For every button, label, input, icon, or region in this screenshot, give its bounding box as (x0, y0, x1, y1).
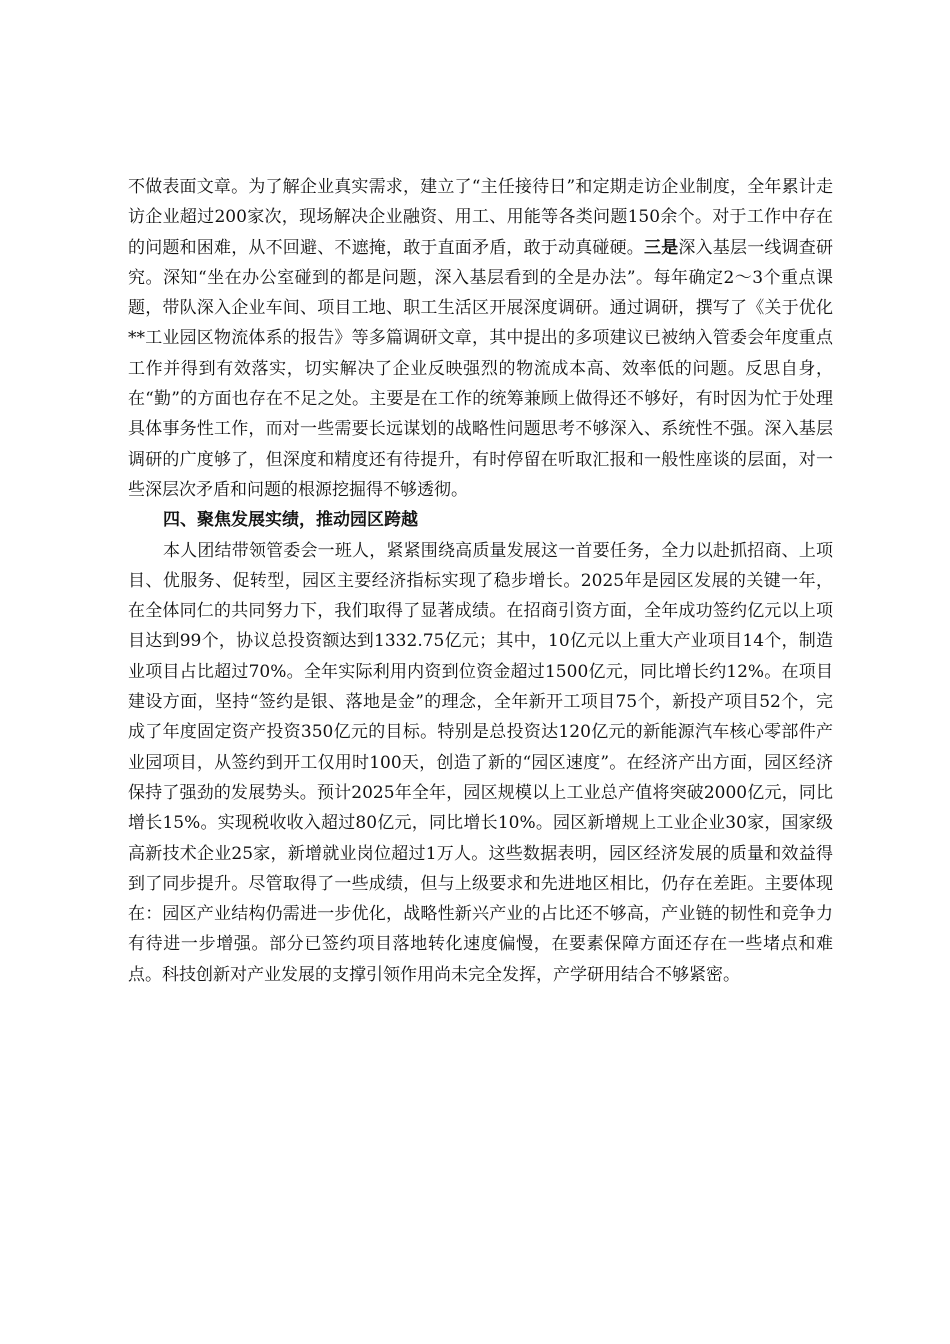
body-paragraph-continued (128, 172, 833, 505)
emphasis-label: 三是 (644, 237, 679, 258)
body-paragraph-section: 本人团结带领管委会一班人，紧紧围绕高质量发展这一首要任务，全力以赴抓招商、上项目、优服务、促转型，园区主要经济指标实现了稳步增长。2025年是园区发展的关键一年，在全体同仁的共同努力下，我们取得了显著成绩。在招商引资方面，全年成功签约亿元以上项目达到99个，协议总投资额达到1332.75亿元；其中，10亿元以上重大产业项目14个，制造业项目占比超过70%。全年实际利用内资到位资金超过1500亿元，同比增长约12%。在项目建设方面，坚持“签约是银、落地是金”的理念，全年新开工项目75个，新投产项目52个，完成了年度固定资产投资350亿元的目标。特别是总投资达120亿元的新能源汽车核心零部件产业园项目，从签约到开工仅用时100天，创造了新的“园区速度”。在经济产出方面，园区经济保持了强劲的发展势头。预计2025年全年，园区规模以上工业总产值将突破2000亿元，同比增长15%。实现税收收入超过80亿元，同比增长10%。园区新增规上工业企业30家，国家级高新技术企业25家，新增就业岗位超过1万人。这些数据表明，园区经济发展的质量和效益得到了同步提升。尽管取得了一些成绩，但与上级要求和先进地区相比，仍存在差距。主要体现在：园区产业结构仍需进一步优化，战略性新兴产业的占比还不够高，产业链的韧性和竞争力有待进一步增强。部分已签约项目落地转化速度偏慢，在要素保障方面还存在一些堵点和难点。科技创新对产业发展的支撑引领作用尚未完全发挥，产学研用结合不够紧密。 (128, 540, 833, 985)
paragraph-text-part1: 不做表面文章。为了解企业真实需求，建立了“主任接待日”和定期走访企业制度，全年累计走访企业超过200家次，现场解决企业融资、用工、用能等各类问题150余个。对于工作中存在的问题和困难，从不回避、不遮掩，敢于直面矛盾，敢于动真碰硬。 (128, 177, 833, 258)
document-page (128, 172, 833, 990)
section-heading: 四、聚焦发展实绩，推动园区跨越 (163, 510, 418, 531)
paragraph-text-part2: 深入基层一线调查研究。深知“坐在办公室碰到的都是问题，深入基层看到的全是办法”。每年确定2～3个重点课题，带队深入企业车间、项目工地、职工生活区开展深度调研。通过调研，撰写了《关于优化**工业园区物流体系的报告》等多篇调研文章，其中提出的多项建议已被纳入管委会年度重点工作并得到有效落实，切实解决了企业反映强烈的物流成本高、效率低的问题。反思自身，在“勤”的方面也存在不足之处。主要是在工作的统筹兼顾上做得还不够好，有时因为忙于处理具体事务性工作，而对一些需要长远谋划的战略性问题思考不够深入、系统性不强。深入基层调研的广度够了，但深度和精度还有待提升，有时停留在听取汇报和一般性座谈的层面，对一些深层次矛盾和问题的根源挖掘得不够透彻。 (128, 237, 834, 500)
